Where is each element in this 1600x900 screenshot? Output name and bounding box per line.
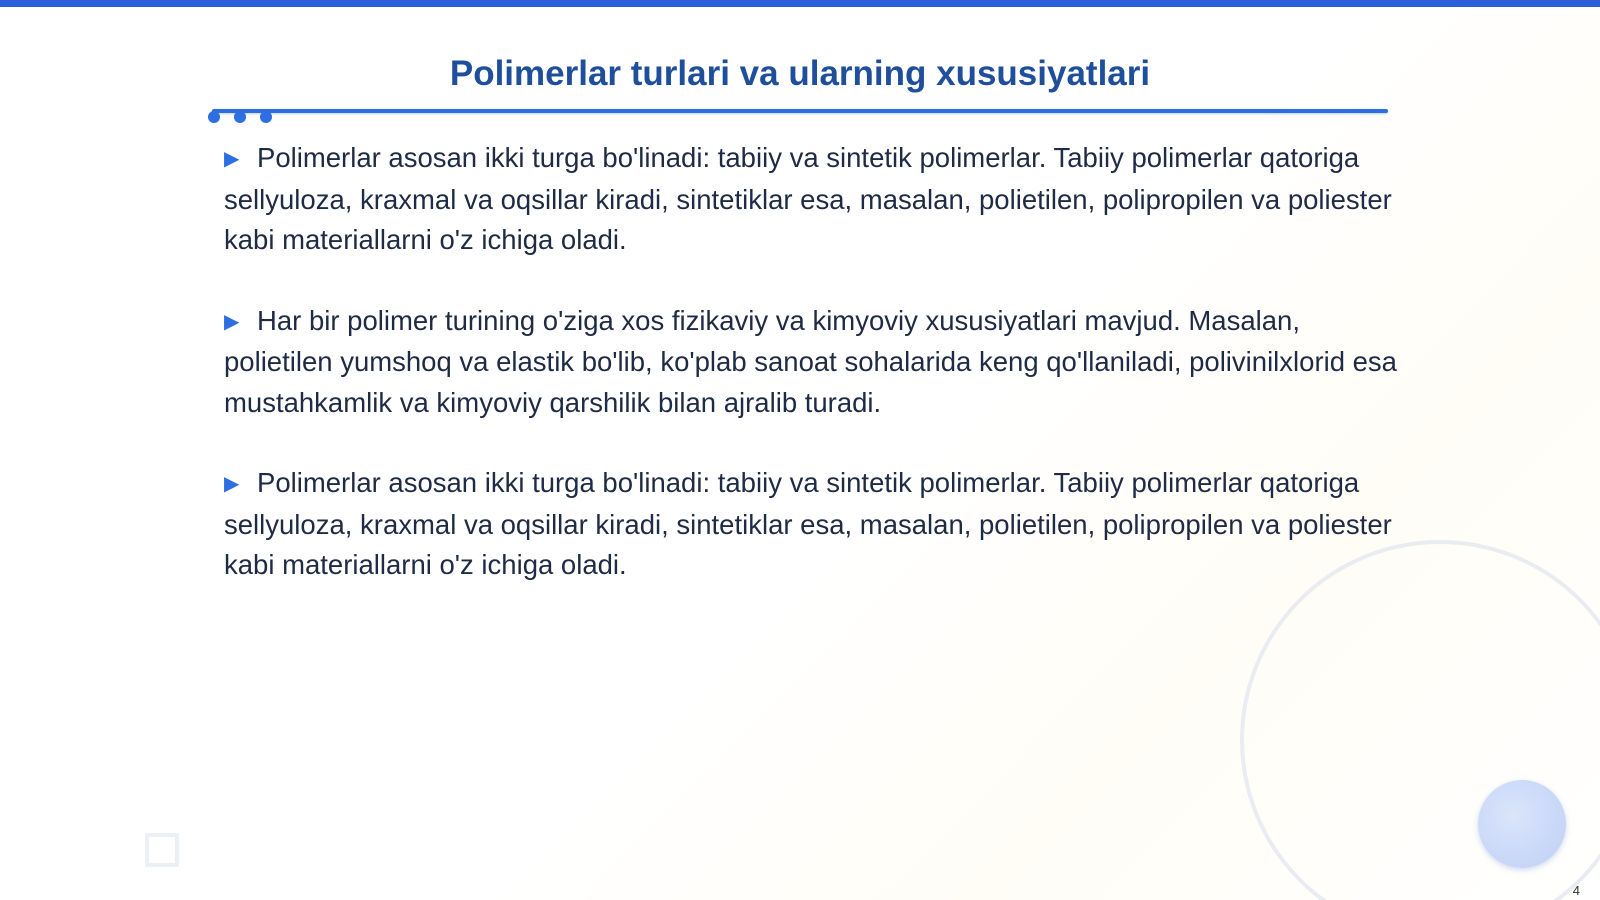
page-number: 4 [1572, 883, 1580, 898]
bullet-paragraph [224, 138, 1404, 261]
bullet-paragraph [224, 463, 1404, 586]
bullet-paragraph [224, 301, 1404, 424]
bullet-list [224, 138, 1404, 626]
paragraph-text: Har bir polimer turining o'ziga xos fizikaviy va kimyoviy xususiyatlari mavjud. Masalan, polietilen yumshoq va elastik bo'lib, ko'plab sanoat sohalarida keng qo'llaniladi, polivinilxlorid esa mustahkamlik va kimyoviy qarshilik bilan ajralib turadi. [224, 304, 1397, 418]
underline-dot [208, 111, 220, 123]
triangle-bullet-icon: ▶ [224, 310, 240, 333]
paragraph-text: Polimerlar asosan ikki turga bo'linadi: tabiiy va sintetik polimerlar. Tabiiy polimerlar qatoriga sellyuloza, kraxmal va oqsillar kiradi, sintetiklar esa, masalan, polietilen, polipropilen va poliester kabi materiallarni o'z ichiga oladi. [224, 142, 1392, 255]
underline-dot [260, 111, 272, 123]
underline-dot [234, 111, 246, 123]
decorative-square-outline [145, 833, 179, 867]
slide-title: Polimerlar turlari va ularning xususiyatlari [449, 54, 1151, 93]
top-accent-bar [0, 0, 1600, 7]
triangle-bullet-icon: ▶ [224, 473, 240, 495]
decorative-circle-filled [1478, 780, 1566, 868]
triangle-bullet-icon: ▶ [224, 148, 240, 170]
title-underline [212, 109, 1388, 113]
paragraph-text: Polimerlar asosan ikki turga bo'linadi: tabiiy va sintetik polimerlar. Tabiiy polimerlar qatoriga sellyuloza, kraxmal va oqsillar kiradi, sintetiklar esa, masalan, polietilen, polipropilen va poliester kabi materiallarni o'z ichiga oladi. [224, 467, 1392, 580]
